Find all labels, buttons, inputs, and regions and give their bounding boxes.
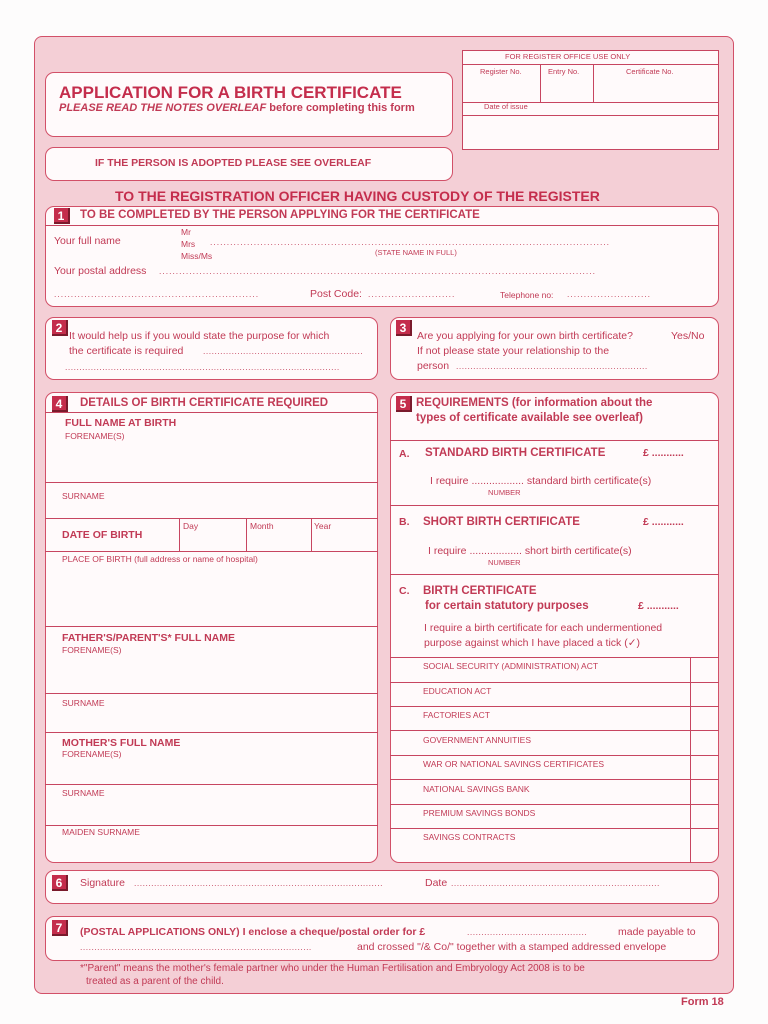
office-use-box bbox=[462, 50, 719, 150]
office-use-heading: FOR REGISTER OFFICE USE ONLY bbox=[505, 52, 631, 61]
postal-app-line2: and crossed "/& Co/" together with a stamped addressed envelope bbox=[357, 941, 667, 953]
option-b-title: SHORT BIRTH CERTIFICATE bbox=[423, 516, 580, 528]
option-b-pound[interactable]: £ ........... bbox=[643, 516, 684, 528]
act-factories: FACTORIES ACT bbox=[423, 710, 490, 720]
option-a-title: STANDARD BIRTH CERTIFICATE bbox=[425, 447, 606, 459]
option-c-subtitle: for certain statutory purposes bbox=[425, 600, 589, 612]
section-1-heading: TO BE COMPLETED BY THE PERSON APPLYING FOR THE CERTIFICATE bbox=[80, 209, 480, 221]
dob-day[interactable]: Day bbox=[183, 521, 199, 531]
full-name-birth-label: FULL NAME AT BIRTH bbox=[65, 417, 177, 429]
tick-box-8[interactable] bbox=[691, 829, 718, 862]
registrar-heading: TO THE REGISTRATION OFFICER HAVING CUSTODY OF THE REGISTER bbox=[115, 188, 600, 204]
birth-forenames-label[interactable]: FORENAME(S) bbox=[65, 431, 125, 441]
section-5-number: 5 bbox=[396, 396, 412, 412]
act-war-savings: WAR OR NATIONAL SAVINGS CERTIFICATES bbox=[423, 759, 605, 769]
title-miss: Miss/Ms bbox=[181, 251, 213, 261]
birth-surname-label[interactable]: SURNAME bbox=[62, 491, 105, 501]
place-of-birth-label[interactable]: PLACE OF BIRTH (full address or name of hospital) bbox=[62, 554, 258, 564]
section-2-number: 2 bbox=[52, 320, 68, 336]
tick-box-3[interactable] bbox=[691, 707, 718, 730]
option-c-pound[interactable]: £ ........... bbox=[638, 600, 679, 612]
section-5-heading-2: types of certificate available see overleaf) bbox=[416, 412, 643, 424]
tick-box-6[interactable] bbox=[691, 780, 718, 804]
purpose-field-line2[interactable]: ................................................................................................ bbox=[65, 362, 340, 372]
option-b-letter: B. bbox=[399, 516, 410, 528]
option-a-pound[interactable]: £ ........... bbox=[643, 447, 684, 459]
signature-label: Signature bbox=[80, 877, 125, 889]
section-6-number: 6 bbox=[52, 875, 68, 891]
act-social-security: SOCIAL SECURITY (ADMINISTRATION) ACT bbox=[423, 661, 599, 671]
mother-surname-label[interactable]: SURNAME bbox=[62, 788, 105, 798]
telephone-field[interactable]: ......................... bbox=[567, 289, 652, 299]
tick-box-4[interactable] bbox=[691, 731, 718, 755]
payee-field[interactable]: ................................................................................. bbox=[80, 942, 312, 952]
mother-forenames-label[interactable]: FORENAME(S) bbox=[62, 749, 122, 759]
act-education: EDUCATION ACT bbox=[423, 686, 492, 696]
title-mr: Mr bbox=[181, 227, 191, 237]
act-savings-contracts: SAVINGS CONTRACTS bbox=[423, 832, 516, 842]
dob-year[interactable]: Year bbox=[314, 521, 332, 531]
dob-month[interactable]: Month bbox=[250, 521, 274, 531]
cheque-amount-field[interactable]: .......................................... bbox=[467, 927, 588, 937]
mother-name-label: MOTHER'S FULL NAME bbox=[62, 737, 181, 749]
option-c-note-2: purpose against which I have placed a tick (✓) bbox=[424, 637, 640, 649]
state-name-note: (STATE NAME IN FULL) bbox=[375, 248, 457, 257]
section-7-panel bbox=[45, 916, 719, 961]
section-7-number: 7 bbox=[52, 920, 68, 936]
act-national-savings-bank: NATIONAL SAVINGS BANK bbox=[423, 784, 530, 794]
postal-app-line1a: (POSTAL APPLICATIONS ONLY) I enclose a cheque/postal order for £ bbox=[80, 926, 426, 938]
option-c-note-1: I require a birth certificate for each undermentioned bbox=[424, 622, 663, 634]
tick-box-5[interactable] bbox=[691, 756, 718, 779]
section-4-number: 4 bbox=[52, 396, 68, 412]
purpose-field[interactable]: ........................................................ bbox=[203, 346, 364, 356]
postal-address-line2[interactable]: ............................................................. bbox=[54, 289, 260, 299]
postal-app-line1b: made payable to bbox=[618, 926, 696, 938]
date-label: Date bbox=[425, 877, 448, 889]
purpose-line2: the certificate is required bbox=[69, 345, 184, 357]
section-5-heading-1: REQUIREMENTS (for information about the bbox=[416, 397, 653, 409]
register-no-label: Register No. bbox=[480, 67, 522, 76]
section-3-number: 3 bbox=[396, 320, 412, 336]
act-premium-bonds: PREMIUM SAVINGS BONDS bbox=[423, 808, 536, 818]
purpose-line1: It would help us if you would state the purpose for which bbox=[69, 330, 330, 342]
section-1-number: 1 bbox=[54, 208, 70, 224]
option-b-number: NUMBER bbox=[488, 558, 521, 567]
option-a-number: NUMBER bbox=[488, 488, 521, 497]
tick-box-7[interactable] bbox=[691, 805, 718, 828]
footnote-line1: *"Parent" means the mother's female partner who under the Human Fertilisation and Embryology Act 2008 is to be bbox=[80, 963, 585, 974]
maiden-surname-label[interactable]: MAIDEN SURNAME bbox=[62, 827, 140, 837]
option-b-require[interactable]: I require .................. short birth certificate(s) bbox=[428, 545, 632, 557]
form-number: Form 18 bbox=[681, 996, 724, 1008]
full-name-field[interactable]: ....................................................................................................................... bbox=[210, 237, 611, 247]
own-certificate-question: Are you applying for your own birth certificate? bbox=[417, 330, 633, 342]
post-code-label: Post Code: bbox=[310, 288, 362, 300]
title-mrs: Mrs bbox=[181, 239, 196, 249]
signature-field[interactable]: ....................................................................................... bbox=[134, 878, 383, 888]
post-code-field[interactable]: .......................... bbox=[368, 289, 456, 299]
option-a-letter: A. bbox=[399, 448, 410, 460]
entry-no-label: Entry No. bbox=[548, 67, 580, 76]
option-a-require[interactable]: I require .................. standard birth certificate(s) bbox=[430, 475, 652, 487]
section-4-heading: DETAILS OF BIRTH CERTIFICATE REQUIRED bbox=[80, 397, 329, 409]
certificate-no-label: Certificate No. bbox=[626, 67, 674, 76]
act-government-annuities: GOVERNMENT ANNUITIES bbox=[423, 735, 531, 745]
tick-box-2[interactable] bbox=[691, 683, 718, 706]
father-forenames-label[interactable]: FORENAME(S) bbox=[62, 645, 122, 655]
date-of-issue-label: Date of issue bbox=[484, 102, 528, 111]
notes-instruction: PLEASE READ THE NOTES OVERLEAF before completing this form bbox=[59, 102, 415, 114]
option-c-title: BIRTH CERTIFICATE bbox=[423, 585, 537, 597]
date-field[interactable]: ......................................................................... bbox=[451, 878, 660, 888]
father-surname-label[interactable]: SURNAME bbox=[62, 698, 105, 708]
postal-address-field[interactable]: .................................................................................................................................. bbox=[159, 266, 597, 276]
option-c-letter: C. bbox=[399, 585, 410, 597]
adopted-notice: IF THE PERSON IS ADOPTED PLEASE SEE OVERLEAF bbox=[95, 157, 372, 169]
relationship-line2: If not please state your relationship to the bbox=[417, 345, 610, 357]
yes-no-option[interactable]: Yes/No bbox=[671, 330, 705, 342]
relationship-line3: person bbox=[417, 360, 450, 372]
relationship-field[interactable]: ................................................................... bbox=[456, 361, 648, 371]
full-name-label: Your full name bbox=[54, 235, 121, 247]
tick-box-1[interactable] bbox=[691, 658, 718, 682]
form-title: APPLICATION FOR A BIRTH CERTIFICATE bbox=[59, 83, 402, 102]
footnote-line2: treated as a parent of the child. bbox=[86, 976, 224, 987]
postal-address-label: Your postal address bbox=[54, 265, 147, 277]
telephone-label: Telephone no: bbox=[500, 290, 554, 300]
father-name-label: FATHER'S/PARENT'S* FULL NAME bbox=[62, 632, 235, 644]
dob-label: DATE OF BIRTH bbox=[62, 529, 143, 541]
